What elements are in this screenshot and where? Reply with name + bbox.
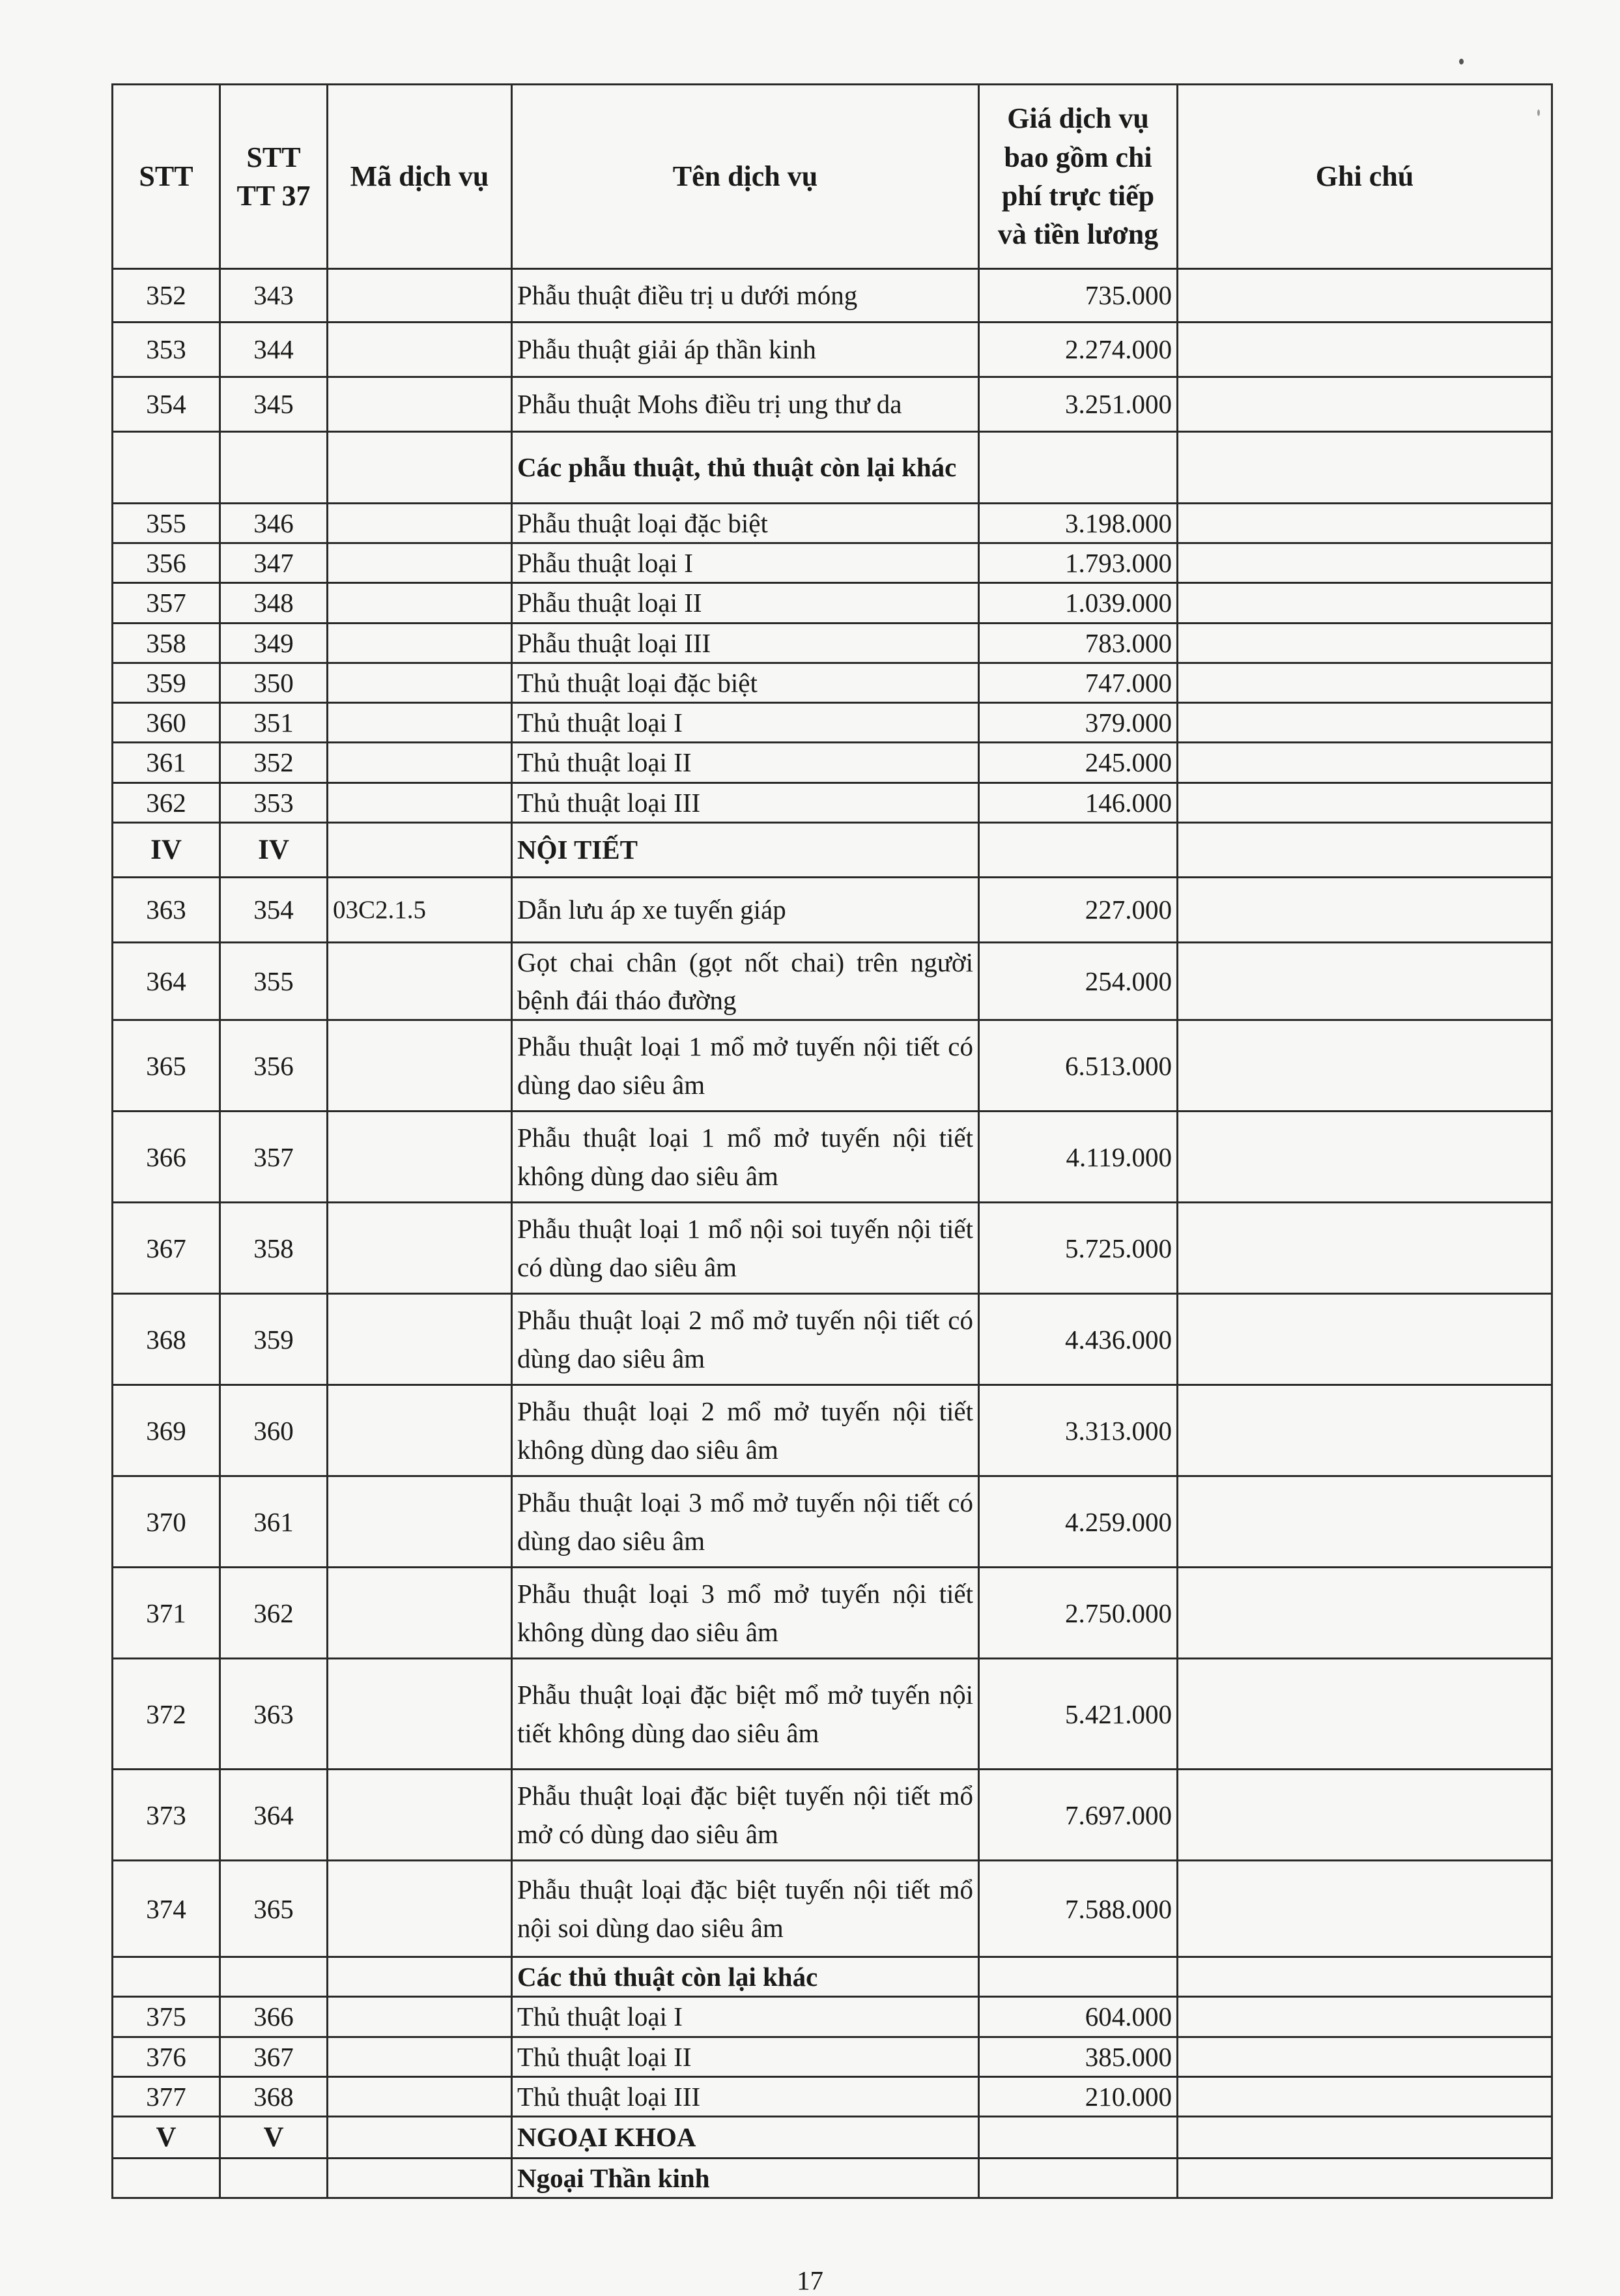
cell-stt-tt37: 368	[220, 2076, 328, 2116]
cell-service-name: Gọt chai chân (gọt nốt chai) trên người bệnh đái tháo đường	[512, 942, 979, 1020]
cell-service-name: Phẫu thuật loại đặc biệt tuyến nội tiết mổ mở có dùng dao siêu âm	[512, 1770, 979, 1861]
cell-service-code	[328, 782, 512, 822]
cell-service-name: Phẫu thuật loại 2 mổ mở tuyến nội tiết có dùng dao siêu âm	[512, 1294, 979, 1385]
cell-note	[1178, 2076, 1552, 2116]
cell-price: 2.750.000	[979, 1568, 1178, 1659]
table-row	[113, 269, 1552, 323]
cell-service-code	[328, 1568, 512, 1659]
cell-price: 5.421.000	[979, 1659, 1178, 1770]
header-service-code: Mã dịch vụ	[328, 85, 512, 269]
header-stt: STT	[113, 85, 220, 269]
cell-price: 1.039.000	[979, 583, 1178, 623]
cell-price: 4.436.000	[979, 1294, 1178, 1385]
cell-note	[1178, 1112, 1552, 1203]
cell-stt: 360	[113, 703, 220, 743]
table-row	[113, 1861, 1552, 1957]
cell-note	[1178, 1770, 1552, 1861]
cell-note	[1178, 2159, 1552, 2198]
table-row	[113, 2037, 1552, 2076]
cell-note	[1178, 782, 1552, 822]
cell-note	[1178, 1020, 1552, 1112]
cell-note	[1178, 703, 1552, 743]
cell-price: 254.000	[979, 942, 1178, 1020]
cell-note	[1178, 623, 1552, 663]
cell-stt-tt37: 345	[220, 377, 328, 432]
cell-stt: 373	[113, 1770, 220, 1861]
cell-stt-tt37: 346	[220, 504, 328, 543]
cell-service-code	[328, 1112, 512, 1203]
cell-stt-tt37: 353	[220, 782, 328, 822]
cell-price: 7.697.000	[979, 1770, 1178, 1861]
cell-stt-tt37: 355	[220, 942, 328, 1020]
section-row	[113, 2117, 1552, 2159]
cell-price: 210.000	[979, 2076, 1178, 2116]
cell-stt-tt37: 348	[220, 583, 328, 623]
cell-stt: 370	[113, 1476, 220, 1568]
cell-stt: 358	[113, 623, 220, 663]
section-row	[113, 1957, 1552, 1997]
cell-stt: 367	[113, 1203, 220, 1294]
table-row	[113, 942, 1552, 1020]
cell-note	[1178, 377, 1552, 432]
cell-service-code	[328, 1957, 512, 1997]
cell-service-code	[328, 743, 512, 782]
cell-service-code	[328, 2159, 512, 2198]
cell-stt-tt37	[220, 1957, 328, 1997]
cell-service-code	[328, 1997, 512, 2037]
cell-service-name: Các thủ thuật còn lại khác	[512, 1957, 979, 1997]
cell-stt-tt37: 349	[220, 623, 328, 663]
cell-service-code	[328, 1770, 512, 1861]
cell-stt: 376	[113, 2037, 220, 2076]
cell-stt: 371	[113, 1568, 220, 1659]
cell-stt-tt37: 361	[220, 1476, 328, 1568]
cell-service-code	[328, 2117, 512, 2159]
cell-stt: 368	[113, 1294, 220, 1385]
cell-stt	[113, 432, 220, 504]
cell-note	[1178, 1861, 1552, 1957]
cell-service-code	[328, 269, 512, 323]
cell-price: 735.000	[979, 269, 1178, 323]
cell-service-name: Phẫu thuật loại 1 mổ mở tuyến nội tiết có dùng dao siêu âm	[512, 1020, 979, 1112]
cell-price	[979, 432, 1178, 504]
cell-stt: 355	[113, 504, 220, 543]
cell-stt: IV	[113, 822, 220, 877]
cell-service-name: Phẫu thuật loại 3 mổ mở tuyến nội tiết có dùng dao siêu âm	[512, 1476, 979, 1568]
cell-price: 783.000	[979, 623, 1178, 663]
cell-price: 7.588.000	[979, 1861, 1178, 1957]
cell-service-name: Phẫu thuật loại 1 mổ mở tuyến nội tiết không dùng dao siêu âm	[512, 1112, 979, 1203]
cell-price	[979, 2117, 1178, 2159]
cell-price: 1.793.000	[979, 543, 1178, 583]
cell-price: 245.000	[979, 743, 1178, 782]
cell-service-code	[328, 543, 512, 583]
cell-stt: 374	[113, 1861, 220, 1957]
cell-stt-tt37: 360	[220, 1385, 328, 1476]
scan-speck	[1537, 109, 1540, 116]
cell-note	[1178, 1957, 1552, 1997]
table-row	[113, 377, 1552, 432]
cell-price: 3.313.000	[979, 1385, 1178, 1476]
cell-stt: V	[113, 2117, 220, 2159]
cell-service-name: Phẫu thuật điều trị u dưới móng	[512, 269, 979, 323]
cell-service-code	[328, 1020, 512, 1112]
cell-stt-tt37: 350	[220, 663, 328, 702]
cell-stt-tt37	[220, 2159, 328, 2198]
cell-service-name: Phẫu thuật loại 3 mổ mở tuyến nội tiết không dùng dao siêu âm	[512, 1568, 979, 1659]
cell-price: 6.513.000	[979, 1020, 1178, 1112]
cell-service-code	[328, 663, 512, 702]
cell-service-code	[328, 942, 512, 1020]
cell-service-name: Phẫu thuật loại đặc biệt tuyến nội tiết mổ nội soi dùng dao siêu âm	[512, 1861, 979, 1957]
cell-stt: 356	[113, 543, 220, 583]
cell-service-code	[328, 377, 512, 432]
cell-service-name: Thủ thuật loại III	[512, 782, 979, 822]
cell-price: 747.000	[979, 663, 1178, 702]
cell-note	[1178, 822, 1552, 877]
cell-stt: 366	[113, 1112, 220, 1203]
cell-stt: 357	[113, 583, 220, 623]
table-row	[113, 323, 1552, 377]
cell-stt-tt37: 356	[220, 1020, 328, 1112]
page-number: 17	[797, 2265, 823, 2295]
cell-stt-tt37: 363	[220, 1659, 328, 1770]
cell-service-code	[328, 323, 512, 377]
cell-stt: 362	[113, 782, 220, 822]
cell-service-name: Thủ thuật loại đặc biệt	[512, 663, 979, 702]
cell-stt-tt37: 364	[220, 1770, 328, 1861]
cell-stt: 372	[113, 1659, 220, 1770]
cell-note	[1178, 583, 1552, 623]
cell-note	[1178, 2037, 1552, 2076]
cell-stt-tt37: 347	[220, 543, 328, 583]
table-row	[113, 504, 1552, 543]
cell-stt-tt37: 352	[220, 743, 328, 782]
cell-stt: 354	[113, 377, 220, 432]
cell-stt: 375	[113, 1997, 220, 2037]
table-row	[113, 1020, 1552, 1112]
cell-service-name: Thủ thuật loại II	[512, 743, 979, 782]
cell-price: 4.119.000	[979, 1112, 1178, 1203]
cell-service-code	[328, 2076, 512, 2116]
table-header-row	[113, 85, 1552, 269]
cell-stt-tt37: 366	[220, 1997, 328, 2037]
cell-price: 604.000	[979, 1997, 1178, 2037]
cell-stt: 365	[113, 1020, 220, 1112]
cell-note	[1178, 663, 1552, 702]
cell-service-code	[328, 504, 512, 543]
cell-stt: 361	[113, 743, 220, 782]
cell-price: 5.725.000	[979, 1203, 1178, 1294]
cell-service-code	[328, 583, 512, 623]
cell-note	[1178, 1476, 1552, 1568]
cell-service-code	[328, 1659, 512, 1770]
cell-stt: 353	[113, 323, 220, 377]
cell-stt-tt37: 351	[220, 703, 328, 743]
cell-price	[979, 822, 1178, 877]
cell-price	[979, 2159, 1178, 2198]
table-row	[113, 1770, 1552, 1861]
cell-stt-tt37: IV	[220, 822, 328, 877]
cell-note	[1178, 743, 1552, 782]
cell-note	[1178, 1294, 1552, 1385]
table-row	[113, 703, 1552, 743]
cell-service-name: Phẫu thuật loại 2 mổ mở tuyến nội tiết không dùng dao siêu âm	[512, 1385, 979, 1476]
cell-service-name: Thủ thuật loại II	[512, 2037, 979, 2076]
cell-note	[1178, 1659, 1552, 1770]
cell-service-name: Phẫu thuật loại III	[512, 623, 979, 663]
cell-service-name: Phẫu thuật loại II	[512, 583, 979, 623]
cell-price: 3.251.000	[979, 377, 1178, 432]
section-row	[113, 2159, 1552, 2198]
cell-stt-tt37: V	[220, 2117, 328, 2159]
cell-service-code	[328, 703, 512, 743]
cell-price: 385.000	[979, 2037, 1178, 2076]
cell-note	[1178, 1385, 1552, 1476]
cell-service-code	[328, 822, 512, 877]
cell-stt: 369	[113, 1385, 220, 1476]
cell-stt: 377	[113, 2076, 220, 2116]
cell-stt-tt37: 357	[220, 1112, 328, 1203]
cell-price: 379.000	[979, 703, 1178, 743]
cell-price: 4.259.000	[979, 1476, 1178, 1568]
cell-service-code	[328, 1385, 512, 1476]
cell-service-name: Thủ thuật loại I	[512, 703, 979, 743]
table-row	[113, 623, 1552, 663]
cell-service-code	[328, 1861, 512, 1957]
table-row	[113, 1659, 1552, 1770]
table-row	[113, 543, 1552, 583]
cell-note	[1178, 1568, 1552, 1659]
cell-note	[1178, 432, 1552, 504]
cell-service-name: Phẫu thuật loại đặc biệt mổ mở tuyến nội tiết không dùng dao siêu âm	[512, 1659, 979, 1770]
cell-service-name: Các phẫu thuật, thủ thuật còn lại khác	[512, 432, 979, 504]
cell-service-name: Phẫu thuật loại I	[512, 543, 979, 583]
table-row	[113, 1294, 1552, 1385]
table-row	[113, 877, 1552, 942]
cell-price: 227.000	[979, 877, 1178, 942]
cell-stt: 363	[113, 877, 220, 942]
cell-stt-tt37	[220, 432, 328, 504]
cell-note	[1178, 269, 1552, 323]
section-row	[113, 822, 1552, 877]
cell-stt-tt37: 344	[220, 323, 328, 377]
cell-stt-tt37: 354	[220, 877, 328, 942]
cell-service-name: Phẫu thuật giải áp thần kinh	[512, 323, 979, 377]
cell-stt	[113, 2159, 220, 2198]
service-price-table	[111, 83, 1553, 2199]
table-row	[113, 663, 1552, 702]
cell-note	[1178, 877, 1552, 942]
table-row	[113, 583, 1552, 623]
cell-note	[1178, 1997, 1552, 2037]
cell-price: 146.000	[979, 782, 1178, 822]
cell-service-name: Phẫu thuật loại đặc biệt	[512, 504, 979, 543]
header-stt-tt37: STT TT 37	[220, 85, 328, 269]
cell-service-name: Ngoại Thần kinh	[512, 2159, 979, 2198]
cell-service-code	[328, 1203, 512, 1294]
cell-service-code	[328, 1294, 512, 1385]
cell-note	[1178, 543, 1552, 583]
cell-note	[1178, 1203, 1552, 1294]
table-row	[113, 1385, 1552, 1476]
cell-stt-tt37: 365	[220, 1861, 328, 1957]
cell-note	[1178, 323, 1552, 377]
cell-service-name: Phẫu thuật loại 1 mổ nội soi tuyến nội tiết có dùng dao siêu âm	[512, 1203, 979, 1294]
section-row	[113, 432, 1552, 504]
table-row	[113, 2076, 1552, 2116]
cell-price	[979, 1957, 1178, 1997]
table-row	[113, 1997, 1552, 2037]
cell-stt	[113, 1957, 220, 1997]
table-row	[113, 1568, 1552, 1659]
cell-service-name: NỘI TIẾT	[512, 822, 979, 877]
cell-price: 2.274.000	[979, 323, 1178, 377]
cell-stt-tt37: 367	[220, 2037, 328, 2076]
cell-price: 3.198.000	[979, 504, 1178, 543]
header-note: Ghi chú	[1178, 85, 1552, 269]
header-service-name: Tên dịch vụ	[512, 85, 979, 269]
cell-stt: 359	[113, 663, 220, 702]
cell-stt: 364	[113, 942, 220, 1020]
cell-stt-tt37: 358	[220, 1203, 328, 1294]
cell-service-name: Thủ thuật loại I	[512, 1997, 979, 2037]
cell-note	[1178, 942, 1552, 1020]
cell-service-name: NGOẠI KHOA	[512, 2117, 979, 2159]
cell-service-code	[328, 432, 512, 504]
cell-service-code	[328, 2037, 512, 2076]
cell-stt-tt37: 362	[220, 1568, 328, 1659]
cell-service-name: Dẫn lưu áp xe tuyến giáp	[512, 877, 979, 942]
table-row	[113, 1112, 1552, 1203]
cell-stt-tt37: 359	[220, 1294, 328, 1385]
cell-service-code: 03C2.1.5	[328, 877, 512, 942]
table-row	[113, 1203, 1552, 1294]
table-row	[113, 743, 1552, 782]
scan-speck	[1459, 59, 1464, 65]
cell-stt-tt37: 343	[220, 269, 328, 323]
cell-service-name: Phẫu thuật Mohs điều trị ung thư da	[512, 377, 979, 432]
cell-stt: 352	[113, 269, 220, 323]
cell-service-code	[328, 623, 512, 663]
cell-note	[1178, 504, 1552, 543]
header-price: Giá dịch vụ bao gồm chi phí trực tiếp và tiền lương	[979, 85, 1178, 269]
table-row	[113, 782, 1552, 822]
table-row	[113, 1476, 1552, 1568]
cell-service-code	[328, 1476, 512, 1568]
cell-service-name: Thủ thuật loại III	[512, 2076, 979, 2116]
cell-note	[1178, 2117, 1552, 2159]
